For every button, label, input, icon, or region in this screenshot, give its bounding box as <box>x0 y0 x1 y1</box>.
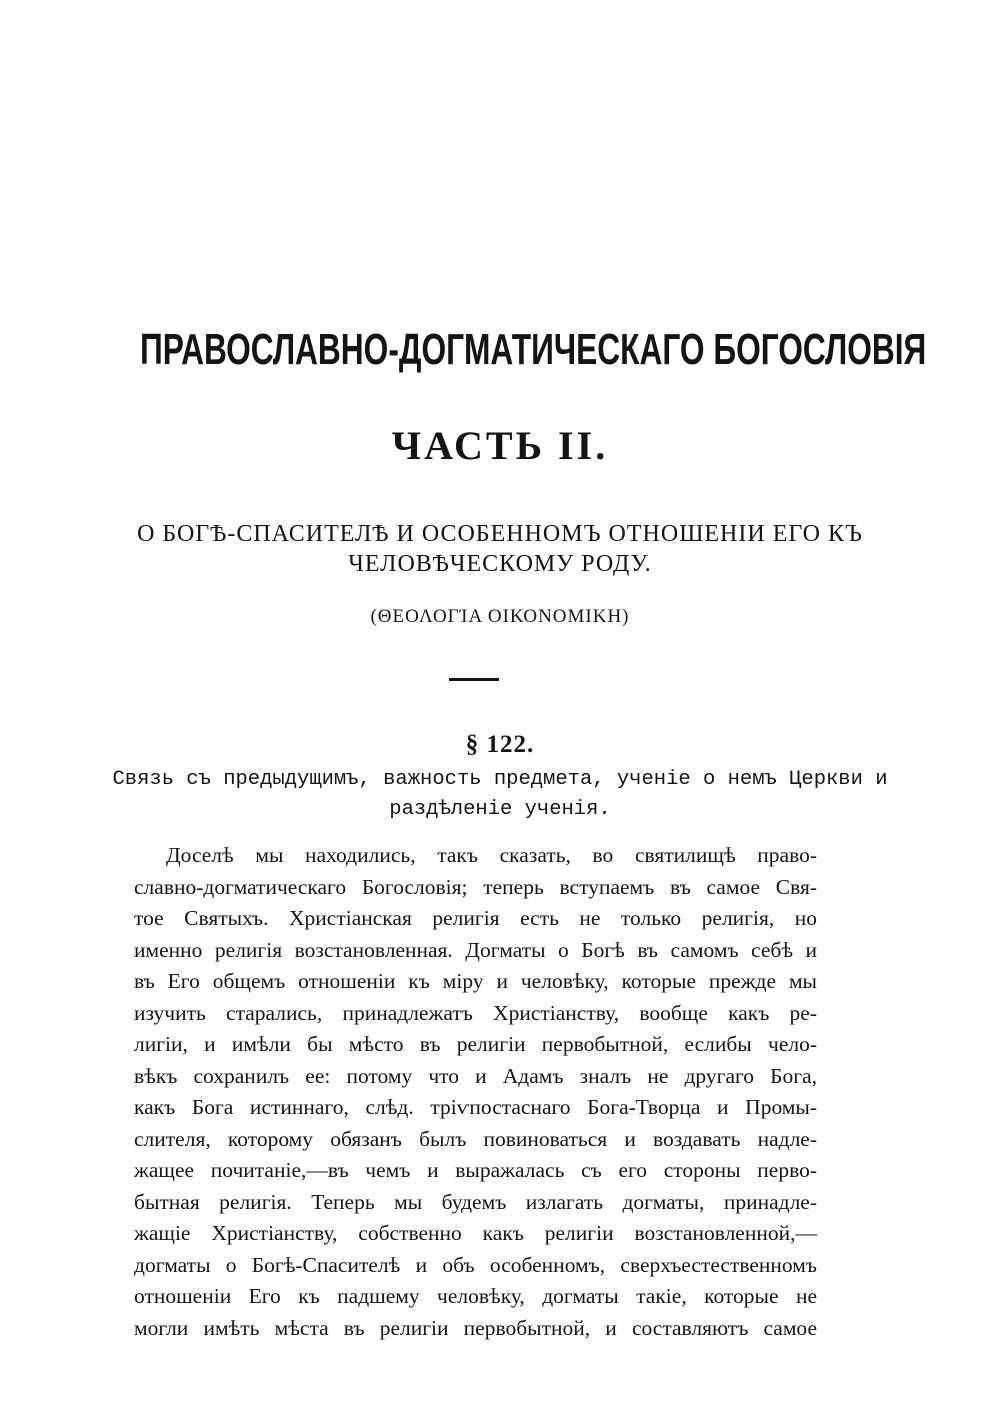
body-line: жащее почитаніе,—въ чемъ и выражалась съ его стороны перво- <box>134 1158 817 1182</box>
body-line: вѣкъ сохранилъ ее: потому что и Адамъ зналъ не другаго Бога, <box>134 1063 817 1088</box>
body-line: жащіе Христіанству, собственно какъ религіи возстановленной,— <box>134 1221 817 1245</box>
body-line: отношеніи Его къ падшему человѣку, догматы такіе, которые не <box>134 1284 817 1308</box>
book-title: ПРАВОСЛАВНО-ДОГМАТИЧЕСКАГО БОГОСЛОВІЯ <box>140 325 927 374</box>
section-number: § 122. <box>465 731 535 758</box>
body-line: слителя, которому обязанъ былъ повиноваться и воздавать надле- <box>134 1126 817 1151</box>
body-line: лигіи, и имѣли бы мѣсто въ религіи первобытной, еслибы чело- <box>134 1032 817 1056</box>
greek-subtitle: (ΘΕΟΛΟΓΊΑ ΟΙΚΟΝΟΜΙΚΗ) <box>370 606 630 627</box>
body-line: славно-догматическаго Богословія; теперь вступаемъ въ самое Свя- <box>134 874 817 899</box>
body-line: изучить старались, принадлежатъ Христіанству, вообще какъ ре- <box>134 1000 817 1025</box>
part-heading: ЧАСТЬ II. <box>391 423 609 468</box>
body-line: именно религія возстановленная. Догматы о Богѣ въ самомъ себѣ и <box>134 937 817 962</box>
section-heading: Связь съ предыдущимъ, важность предмета, ученіе о немъ Церкви и раздѣленіе ученія. <box>112 768 888 821</box>
body-line: въ Его общемъ отношеніи къ міру и человѣку, которые прежде мы <box>134 969 817 993</box>
body-line: тое Святыхъ. Христіанская религія есть не только религія, но <box>134 906 817 930</box>
divider-rule <box>449 678 499 681</box>
body-line: догматы о Богѣ-Спасителѣ и объ особенномъ, сверхъестественномъ <box>134 1252 817 1277</box>
part-subtitle: О БОГѢ-СПАСИТЕЛѢ И ОСОБЕННОМЪ ОТНОШЕНІИ ЕГО КЪ ЧЕЛОВѢЧЕСКОМУ РОДУ. <box>137 521 863 577</box>
body-line: какъ Бога истиннаго, слѣд. тріѵпостаснаго Бога-Творца и Промы- <box>134 1095 817 1119</box>
body-line: Доселѣ мы находились, такъ сказать, во святилищѣ право- <box>166 843 817 867</box>
body-line: бытная религія. Теперь мы будемъ излагать догматы, принадле- <box>134 1189 817 1214</box>
body-text <box>134 840 817 1344</box>
body-line: могли имѣть мѣста въ религіи первобытной, и составляютъ самое <box>134 1315 817 1340</box>
